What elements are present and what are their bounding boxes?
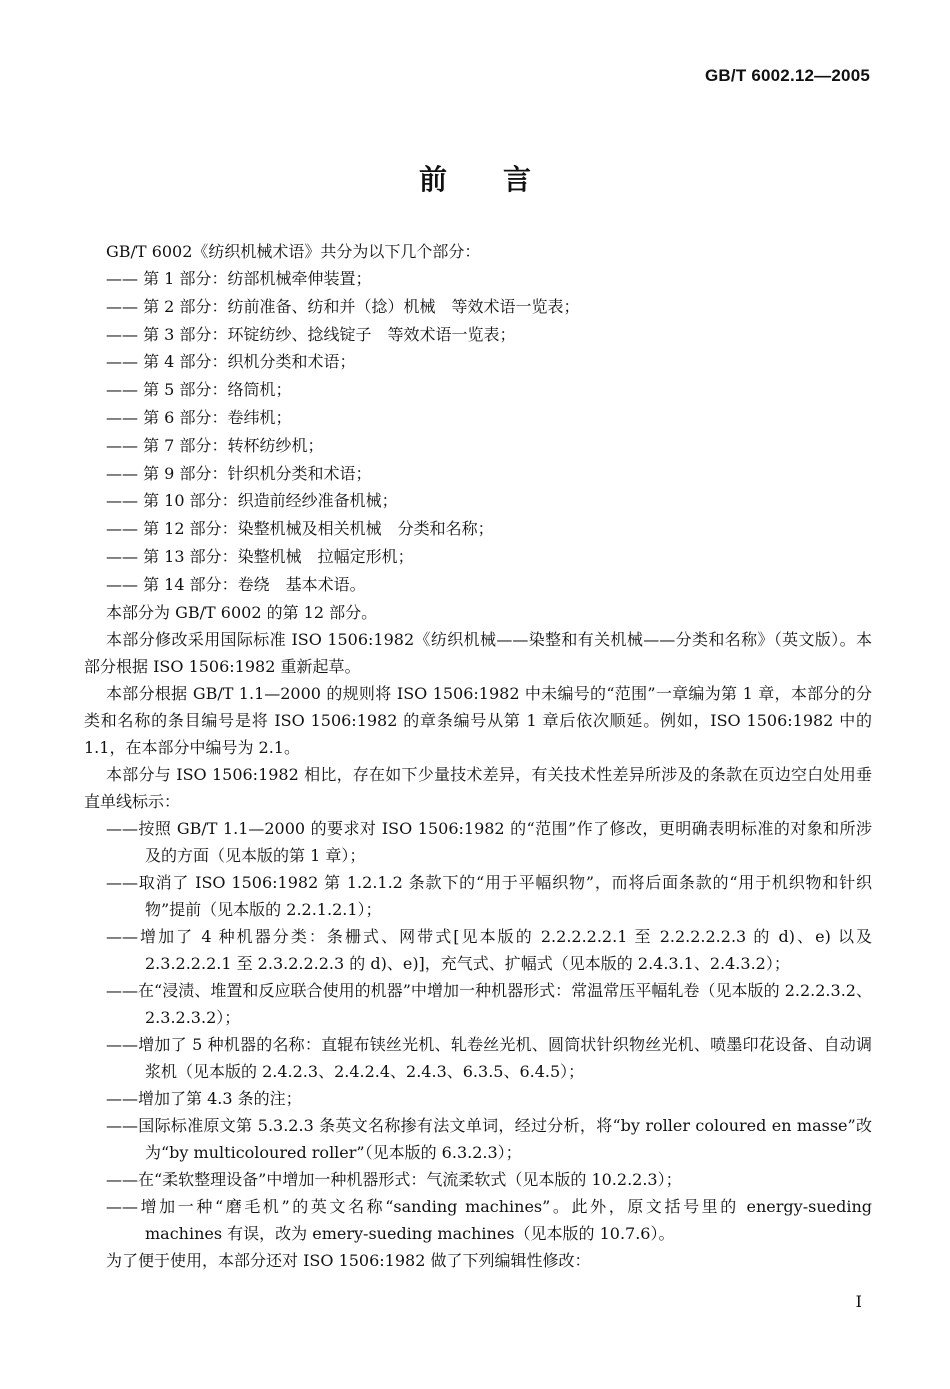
list-item: —— 第 7 部分：转杯纺纱机； bbox=[106, 435, 324, 455]
paragraph: 本部分修改采用国际标准 ISO 1506:1982《纺织机械——染整和有关机械——分类和名称》（英文版）。本部分根据 ISO 1506:1982 重新起草。 bbox=[84, 629, 872, 676]
list-item: —— 第 10 部分：织造前经纱准备机械； bbox=[106, 491, 398, 511]
list-item: —— 第 5 部分：络筒机； bbox=[106, 380, 292, 400]
standard-number: GB/T 6002.12—2005 bbox=[705, 66, 870, 85]
page-title: 前 言 bbox=[418, 163, 531, 196]
list-item: ——在“浸渍、堆置和反应联合使用的机器”中增加一种机器形式：常温常压平幅轧卷（见本版的 2.2.2.3.2、2.3.2.3.2）； bbox=[106, 980, 872, 1027]
intro-paragraph: GB/T 6002《纺织机械术语》共分为以下几个部分： bbox=[106, 242, 481, 261]
technical-differences-list bbox=[84, 815, 872, 1247]
list-item: —— 第 4 部分：织机分类和术语； bbox=[106, 352, 356, 372]
list-item: —— 第 2 部分：纺前准备、纺和并（捻）机械 等效术语一览表； bbox=[106, 296, 580, 316]
paragraph: 本部分根据 GB/T 1.1—2000 的规则将 ISO 1506:1982 中未编号的“范围”一章编为第 1 章，本部分的分类和名称的条目编号是将 ISO 1506:1982 的章条编号从第 1 章后依次顺延。例如，ISO 1506:1982 中的 1.1，在本部分中编号为 2.1。 bbox=[84, 683, 872, 757]
paragraph: 本部分为 GB/T 6002 的第 12 部分。 bbox=[106, 602, 378, 622]
parts-list bbox=[84, 265, 872, 599]
list-item: —— 第 6 部分：卷纬机； bbox=[106, 407, 292, 427]
list-item: ——国际标准原文第 5.3.2.3 条英文名称掺有法文单词，经过分析，将“by roller coloured en masse”改为“by multicoloured roller”（见本版的 6.3.2.3）； bbox=[106, 1115, 872, 1162]
page-number: I bbox=[855, 1292, 862, 1311]
list-item: ——增加了 4 种机器分类：条栅式、网带式[见本版的 2.2.2.2.2.1 至 2.2.2.2.2.3 的 d)、e) 以及 2.3.2.2.2.1 至 2.3.2.2.2.3 的 d)、e)]，充气式、扩幅式（见本版的 2.4.3.1、2.4.3.2）； bbox=[106, 926, 872, 973]
foreword-body bbox=[84, 238, 872, 1274]
list-item: —— 第 13 部分：染整机械 拉幅定形机； bbox=[106, 546, 414, 566]
list-item: ——取消了 ISO 1506:1982 第 1.2.1.2 条款下的“用于平幅织物”，而将后面条款的“用于机织物和针织物”提前（见本版的 2.2.1.2.1）； bbox=[106, 872, 872, 919]
list-item: —— 第 3 部分：环锭纺纱、捻线锭子 等效术语一览表； bbox=[106, 324, 516, 344]
list-item: ——按照 GB/T 1.1—2000 的要求对 ISO 1506:1982 的“范围”作了修改，更明确表明标准的对象和所涉及的方面（见本版的第 1 章）； bbox=[106, 818, 872, 865]
list-item: ——增加了 5 种机器的名称：直辊布铗丝光机、轧卷丝光机、圆筒状针织物丝光机、喷墨印花设备、自动调浆机（见本版的 2.4.2.3、2.4.2.4、2.4.3、6.3.5、6.4.5）； bbox=[106, 1034, 872, 1081]
list-item: ——在“柔软整理设备”中增加一种机器形式：气流柔软式（见本版的 10.2.2.3）； bbox=[106, 1169, 682, 1189]
list-item: ——增加一种“磨毛机”的英文名称“sanding machines”。此外，原文括号里的 energy-sueding machines 有误，改为 emery-sueding machines（见本版的 10.7.6）。 bbox=[106, 1196, 872, 1243]
list-item: ——增加了第 4.3 条的注； bbox=[106, 1088, 302, 1108]
list-item: —— 第 1 部分：纺部机械牵伸装置； bbox=[106, 269, 372, 288]
list-item: —— 第 14 部分：卷绕 基本术语。 bbox=[106, 574, 366, 594]
list-item: —— 第 9 部分：针织机分类和术语； bbox=[106, 463, 372, 483]
closing-paragraph: 为了便于使用，本部分还对 ISO 1506:1982 做了下列编辑性修改： bbox=[106, 1250, 591, 1270]
list-item: —— 第 12 部分：染整机械及相关机械 分类和名称； bbox=[106, 519, 494, 539]
paragraph: 本部分与 ISO 1506:1982 相比，存在如下少量技术差异，有关技术性差异所涉及的条款在页边空白处用垂直单线标示： bbox=[84, 764, 872, 811]
